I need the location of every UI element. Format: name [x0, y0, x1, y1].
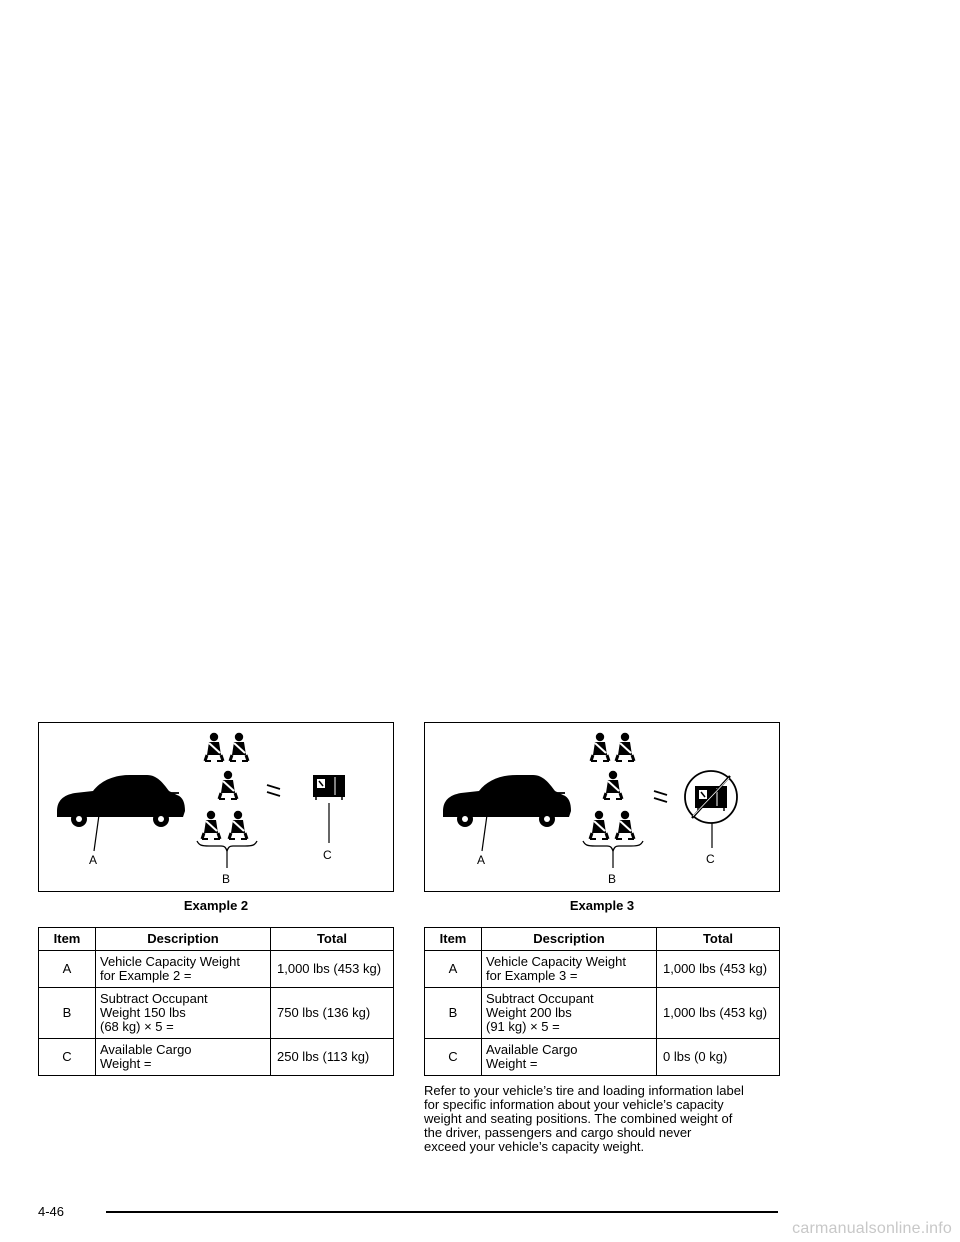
total-cell: 1,000 lbs (453 kg)	[657, 988, 780, 1039]
example-2-figure	[38, 722, 394, 892]
column-header-item: Item	[39, 928, 96, 951]
example-3-caption: Example 3	[569, 898, 635, 913]
description-cell	[96, 988, 271, 1039]
table-row	[39, 951, 394, 988]
example-3-table	[424, 927, 780, 1076]
description-line: for Example 3 =	[486, 968, 578, 983]
example-3-illustration	[425, 723, 779, 891]
note-line: the driver, passengers and cargo should never	[424, 1125, 692, 1140]
occupant-icons	[590, 733, 634, 839]
description-cell	[482, 951, 657, 988]
example-2-caption: Example 2	[183, 898, 249, 913]
car-icon	[57, 775, 185, 827]
column-header-total: Total	[271, 928, 394, 951]
item-cell: C	[425, 1039, 482, 1076]
description-line: (91 kg) × 5 =	[486, 1019, 560, 1034]
table-header-row	[39, 928, 394, 951]
footer-rule	[106, 1211, 778, 1213]
label-a: A	[477, 853, 486, 867]
equals-sign	[654, 791, 667, 802]
item-cell: B	[425, 988, 482, 1039]
table-row	[39, 988, 394, 1039]
label-c: C	[323, 848, 332, 862]
equals-sign	[267, 785, 280, 796]
watermark: carmanualsonline.info	[792, 1220, 952, 1237]
description-line: Weight 200 lbs	[486, 1005, 572, 1020]
column-header-total: Total	[657, 928, 780, 951]
total-cell: 1,000 lbs (453 kg)	[271, 951, 394, 988]
label-b: B	[608, 872, 617, 886]
column-header-item: Item	[425, 928, 482, 951]
no-cargo-icon	[685, 771, 737, 823]
table-row	[39, 1039, 394, 1076]
description-line: Vehicle Capacity Weight	[486, 954, 626, 969]
car-icon	[443, 775, 571, 827]
example-3-figure	[424, 722, 780, 892]
description-line: Subtract Occupant	[100, 991, 208, 1006]
total-cell: 250 lbs (113 kg)	[271, 1039, 394, 1076]
total-cell: 1,000 lbs (453 kg)	[657, 951, 780, 988]
table-header-row	[425, 928, 780, 951]
description-cell	[482, 988, 657, 1039]
table-row	[425, 951, 780, 988]
label-c: C	[706, 852, 715, 866]
description-line: Available Cargo	[100, 1042, 192, 1057]
description-line: Weight =	[100, 1056, 152, 1071]
note-line: Refer to your vehicle’s tire and loading information label	[424, 1083, 744, 1098]
example-2-column	[38, 722, 394, 1076]
example-2-illustration	[39, 723, 393, 891]
note-line: exceed your vehicle’s capacity weight.	[424, 1139, 645, 1154]
description-line: for Example 2 =	[100, 968, 192, 983]
page-number: 4-46	[38, 1204, 65, 1219]
occupant-icons	[202, 733, 248, 839]
item-cell: A	[425, 951, 482, 988]
label-b: B	[222, 872, 231, 886]
note-line: for specific information about your vehicle’s capacity	[424, 1097, 724, 1112]
column-header-description: Description	[482, 928, 657, 951]
table-row	[425, 1039, 780, 1076]
example-3-column	[424, 722, 780, 1154]
item-cell: C	[39, 1039, 96, 1076]
description-line: Weight 150 lbs	[100, 1005, 186, 1020]
cargo-icon	[313, 775, 345, 800]
column-header-description: Description	[96, 928, 271, 951]
description-line: Subtract Occupant	[486, 991, 594, 1006]
description-line: Available Cargo	[486, 1042, 578, 1057]
item-cell: B	[39, 988, 96, 1039]
description-cell	[482, 1039, 657, 1076]
description-line: Vehicle Capacity Weight	[100, 954, 240, 969]
total-cell: 0 lbs (0 kg)	[657, 1039, 780, 1076]
capacity-note-paragraph	[424, 1084, 780, 1154]
example-2-table	[38, 927, 394, 1076]
description-cell	[96, 1039, 271, 1076]
description-line: (68 kg) × 5 =	[100, 1019, 174, 1034]
table-row	[425, 988, 780, 1039]
note-line: weight and seating positions. The combined weight of	[424, 1111, 733, 1126]
description-line: Weight =	[486, 1056, 538, 1071]
item-cell: A	[39, 951, 96, 988]
label-a: A	[89, 853, 98, 867]
total-cell: 750 lbs (136 kg)	[271, 988, 394, 1039]
description-cell	[96, 951, 271, 988]
